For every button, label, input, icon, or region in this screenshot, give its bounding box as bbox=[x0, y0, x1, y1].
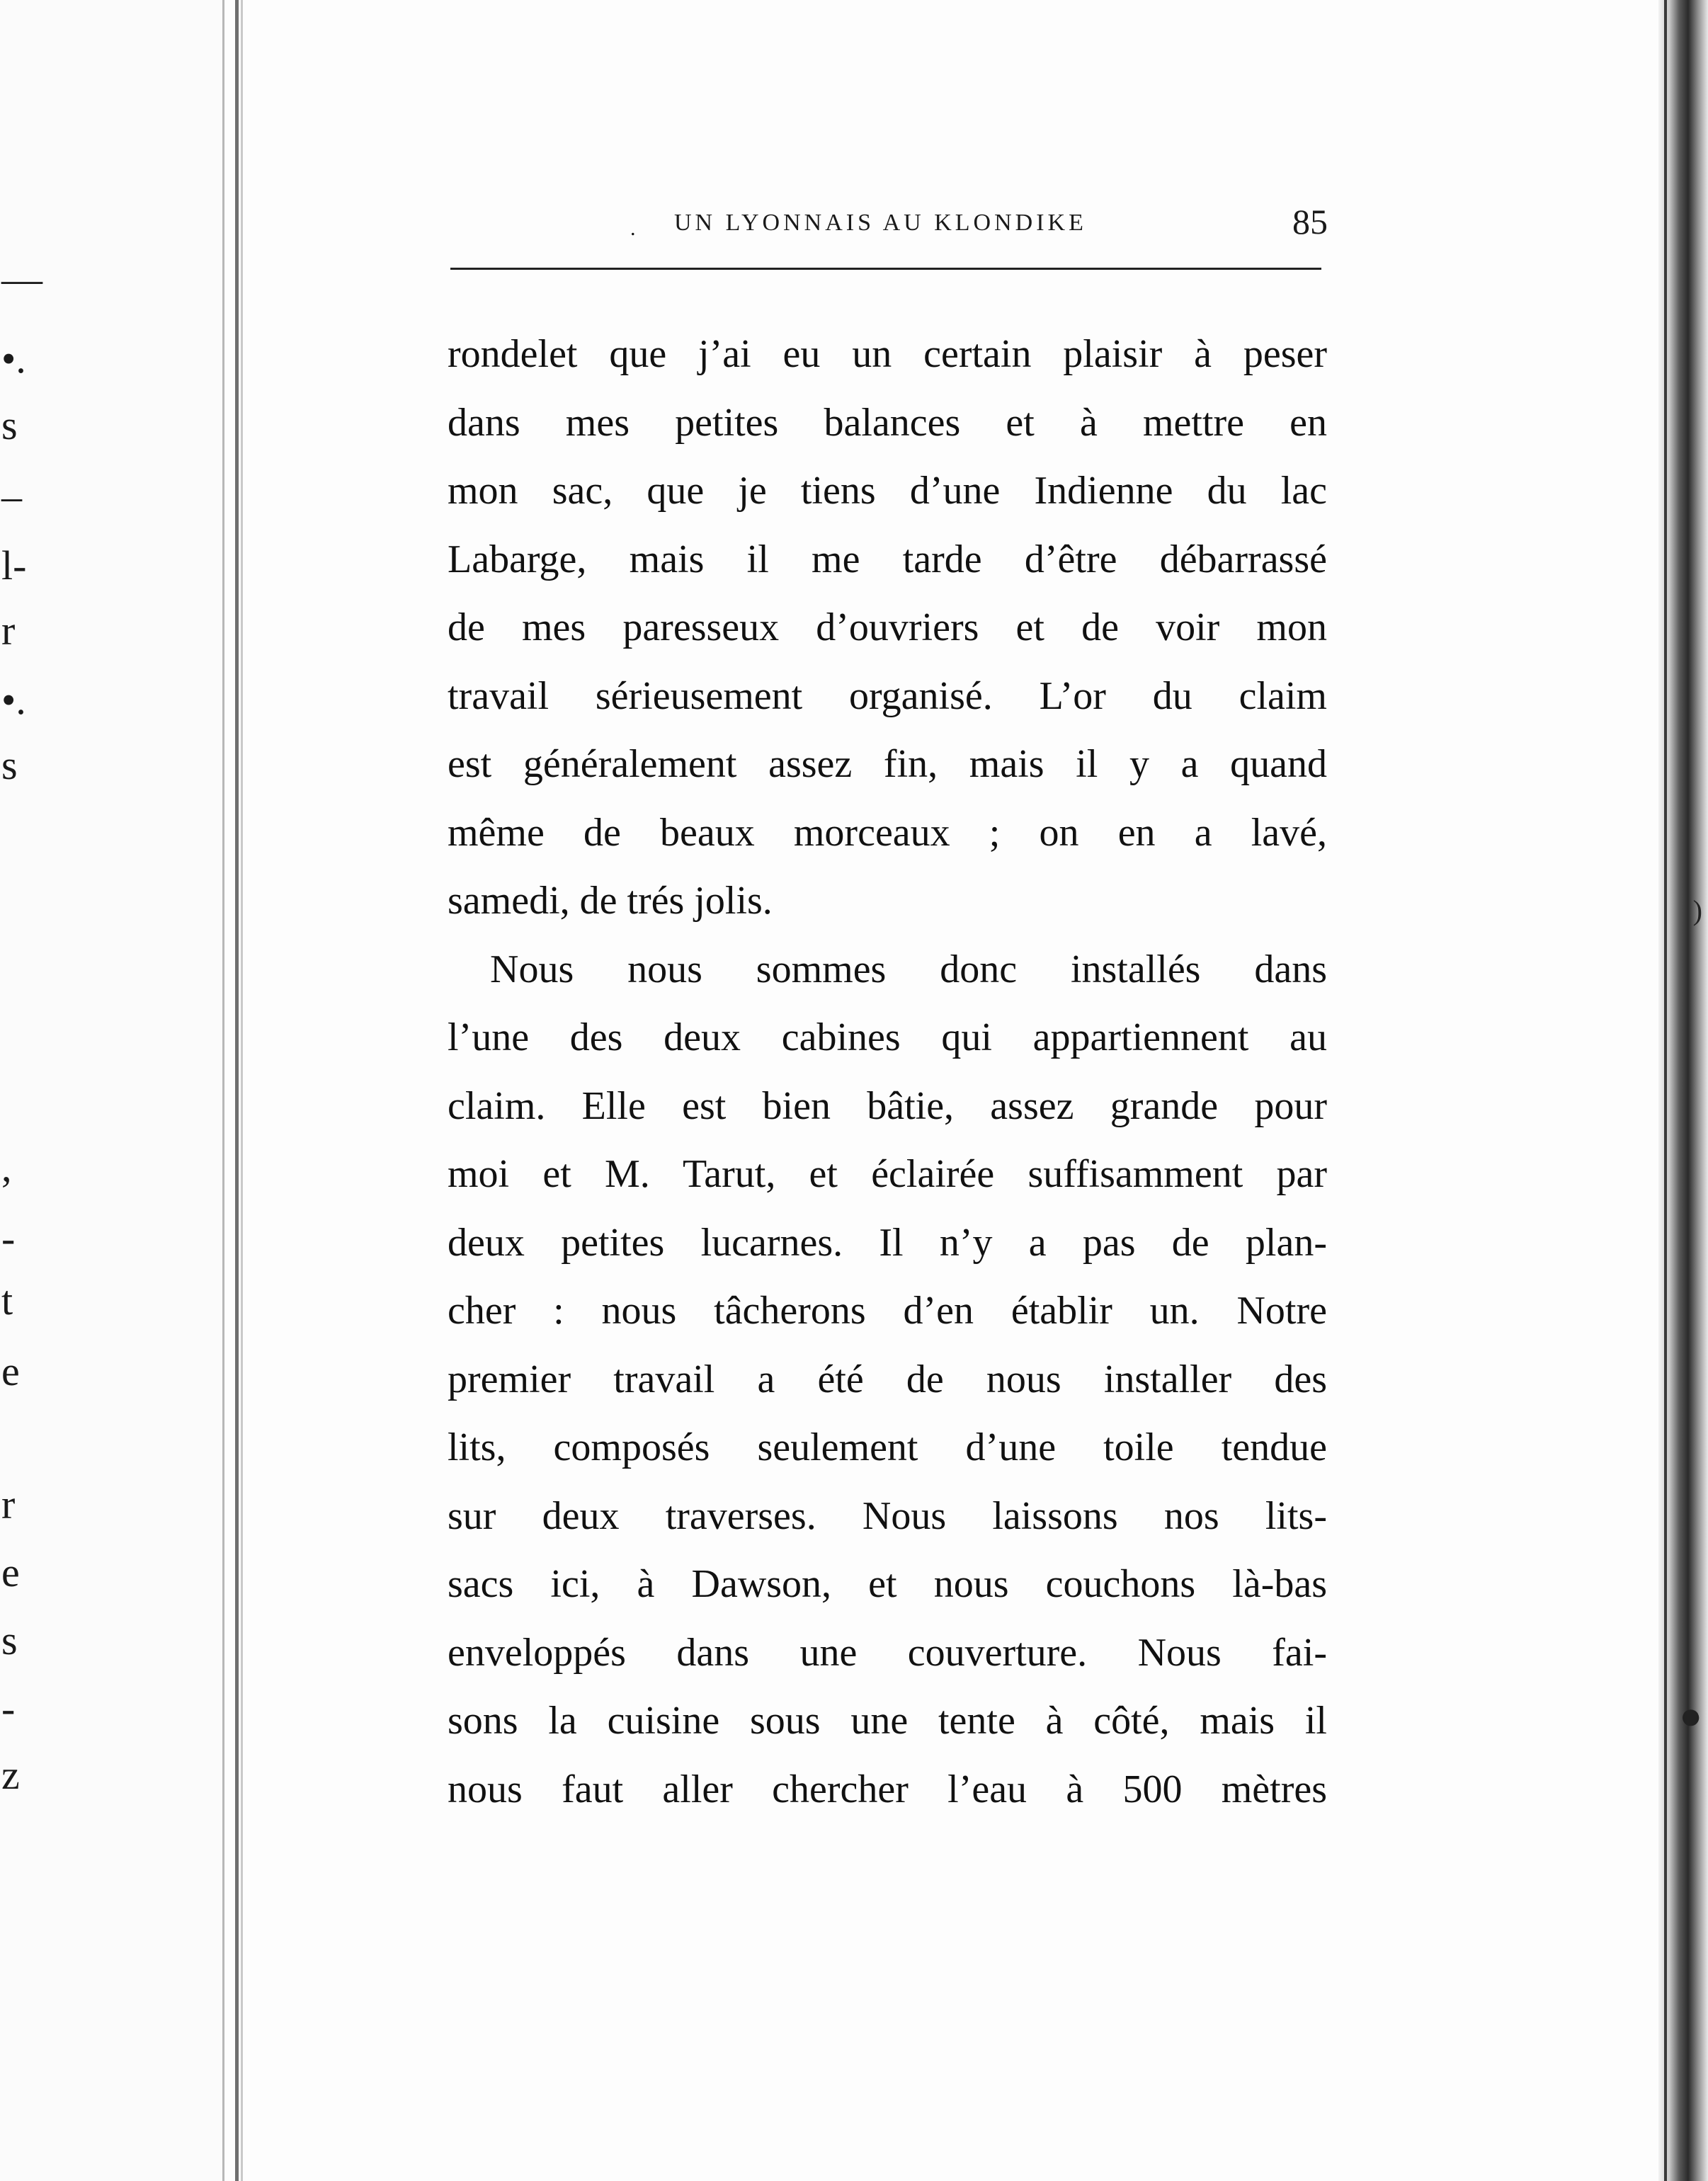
text-line: cher : nous tâcherons d’en établir un. Notre bbox=[448, 1289, 1327, 1333]
edge-glyph: r bbox=[1, 1481, 16, 1527]
text-line: sur deux traverses. Nous laissons nos lits- bbox=[448, 1493, 1327, 1538]
text-line: enveloppés dans une couverture. Nous fai- bbox=[448, 1630, 1327, 1675]
gutter-shadow bbox=[241, 0, 243, 2181]
gutter-fold bbox=[235, 0, 239, 2181]
text-line: Nous nous sommes donc installés dans bbox=[490, 947, 1327, 991]
text-line: moi et M. Tarut, et éclairée suffisamment par bbox=[448, 1152, 1327, 1196]
header-dot: . bbox=[630, 217, 636, 240]
text-line: samedi, de trés jolis. bbox=[448, 879, 773, 923]
text-line: travail sérieusement organisé. L’or du claim bbox=[448, 673, 1327, 718]
text-line: sons la cuisine sous une tente à côté, mais il bbox=[448, 1699, 1327, 1743]
text-line: dans mes petites balances et à mettre en bbox=[448, 400, 1327, 445]
edge-glyph: z bbox=[1, 1752, 20, 1798]
edge-blot: ● bbox=[1679, 1695, 1702, 1737]
paragraph bbox=[448, 935, 1327, 1824]
edge-mark: ) bbox=[1692, 894, 1702, 926]
edge-glyph: e bbox=[1, 1549, 20, 1595]
edge-glyph: e bbox=[1, 1348, 20, 1394]
edge-glyph: l- bbox=[1, 542, 27, 588]
binding-edge-line bbox=[1664, 0, 1667, 2181]
body-text bbox=[448, 320, 1327, 1823]
text-line: nous faut aller chercher l’eau à 500 mètres bbox=[448, 1767, 1327, 1811]
paragraph bbox=[448, 320, 1327, 935]
running-title: UN LYONNAIS AU KLONDIKE bbox=[674, 210, 1087, 236]
edge-glyph: - bbox=[1, 1685, 16, 1731]
text-line: claim. Elle est bien bâtie, assez grande pour bbox=[448, 1083, 1327, 1128]
edge-glyph: — bbox=[1, 256, 42, 302]
running-header bbox=[630, 204, 1328, 246]
text-line: Labarge, mais il me tarde d’être débarrassé bbox=[448, 537, 1327, 581]
edge-glyph: s bbox=[1, 402, 18, 448]
text-line: même de beaux morceaux ; on en a lavé, bbox=[448, 810, 1327, 855]
edge-glyph: s bbox=[1, 1617, 18, 1663]
text-line: premier travail a été de nous installer des bbox=[448, 1357, 1327, 1401]
text-line: de mes paresseux d’ouvriers et de voir mon bbox=[448, 605, 1327, 649]
edge-glyph: t bbox=[1, 1277, 13, 1323]
gutter-shadow bbox=[222, 0, 224, 2181]
facing-page-edge bbox=[0, 0, 224, 2181]
text-line: est généralement assez fin, mais il y a quand bbox=[448, 742, 1327, 786]
edge-glyph: - bbox=[1, 1215, 16, 1261]
edge-glyph: r bbox=[1, 608, 16, 654]
edge-glyph: •. bbox=[1, 677, 26, 723]
edge-glyph: •. bbox=[1, 336, 26, 382]
edge-glyph: s bbox=[1, 742, 18, 788]
edge-glyph: – bbox=[1, 473, 22, 519]
edge-glyph: , bbox=[1, 1144, 12, 1190]
text-line: sacs ici, à Dawson, et nous couchons là-bas bbox=[448, 1562, 1327, 1606]
text-line: l’une des deux cabines qui appartiennent au bbox=[448, 1015, 1327, 1059]
header-rule bbox=[450, 268, 1321, 270]
page-number: 85 bbox=[1292, 202, 1328, 241]
text-line: mon sac, que je tiens d’une Indienne du lac bbox=[448, 469, 1327, 513]
text-line: rondelet que j’ai eu un certain plaisir à peser bbox=[448, 332, 1327, 376]
text-line: lits, composés seulement d’une toile tendue bbox=[448, 1425, 1327, 1469]
text-line: deux petites lucarnes. Il n’y a pas de plan- bbox=[448, 1220, 1327, 1265]
